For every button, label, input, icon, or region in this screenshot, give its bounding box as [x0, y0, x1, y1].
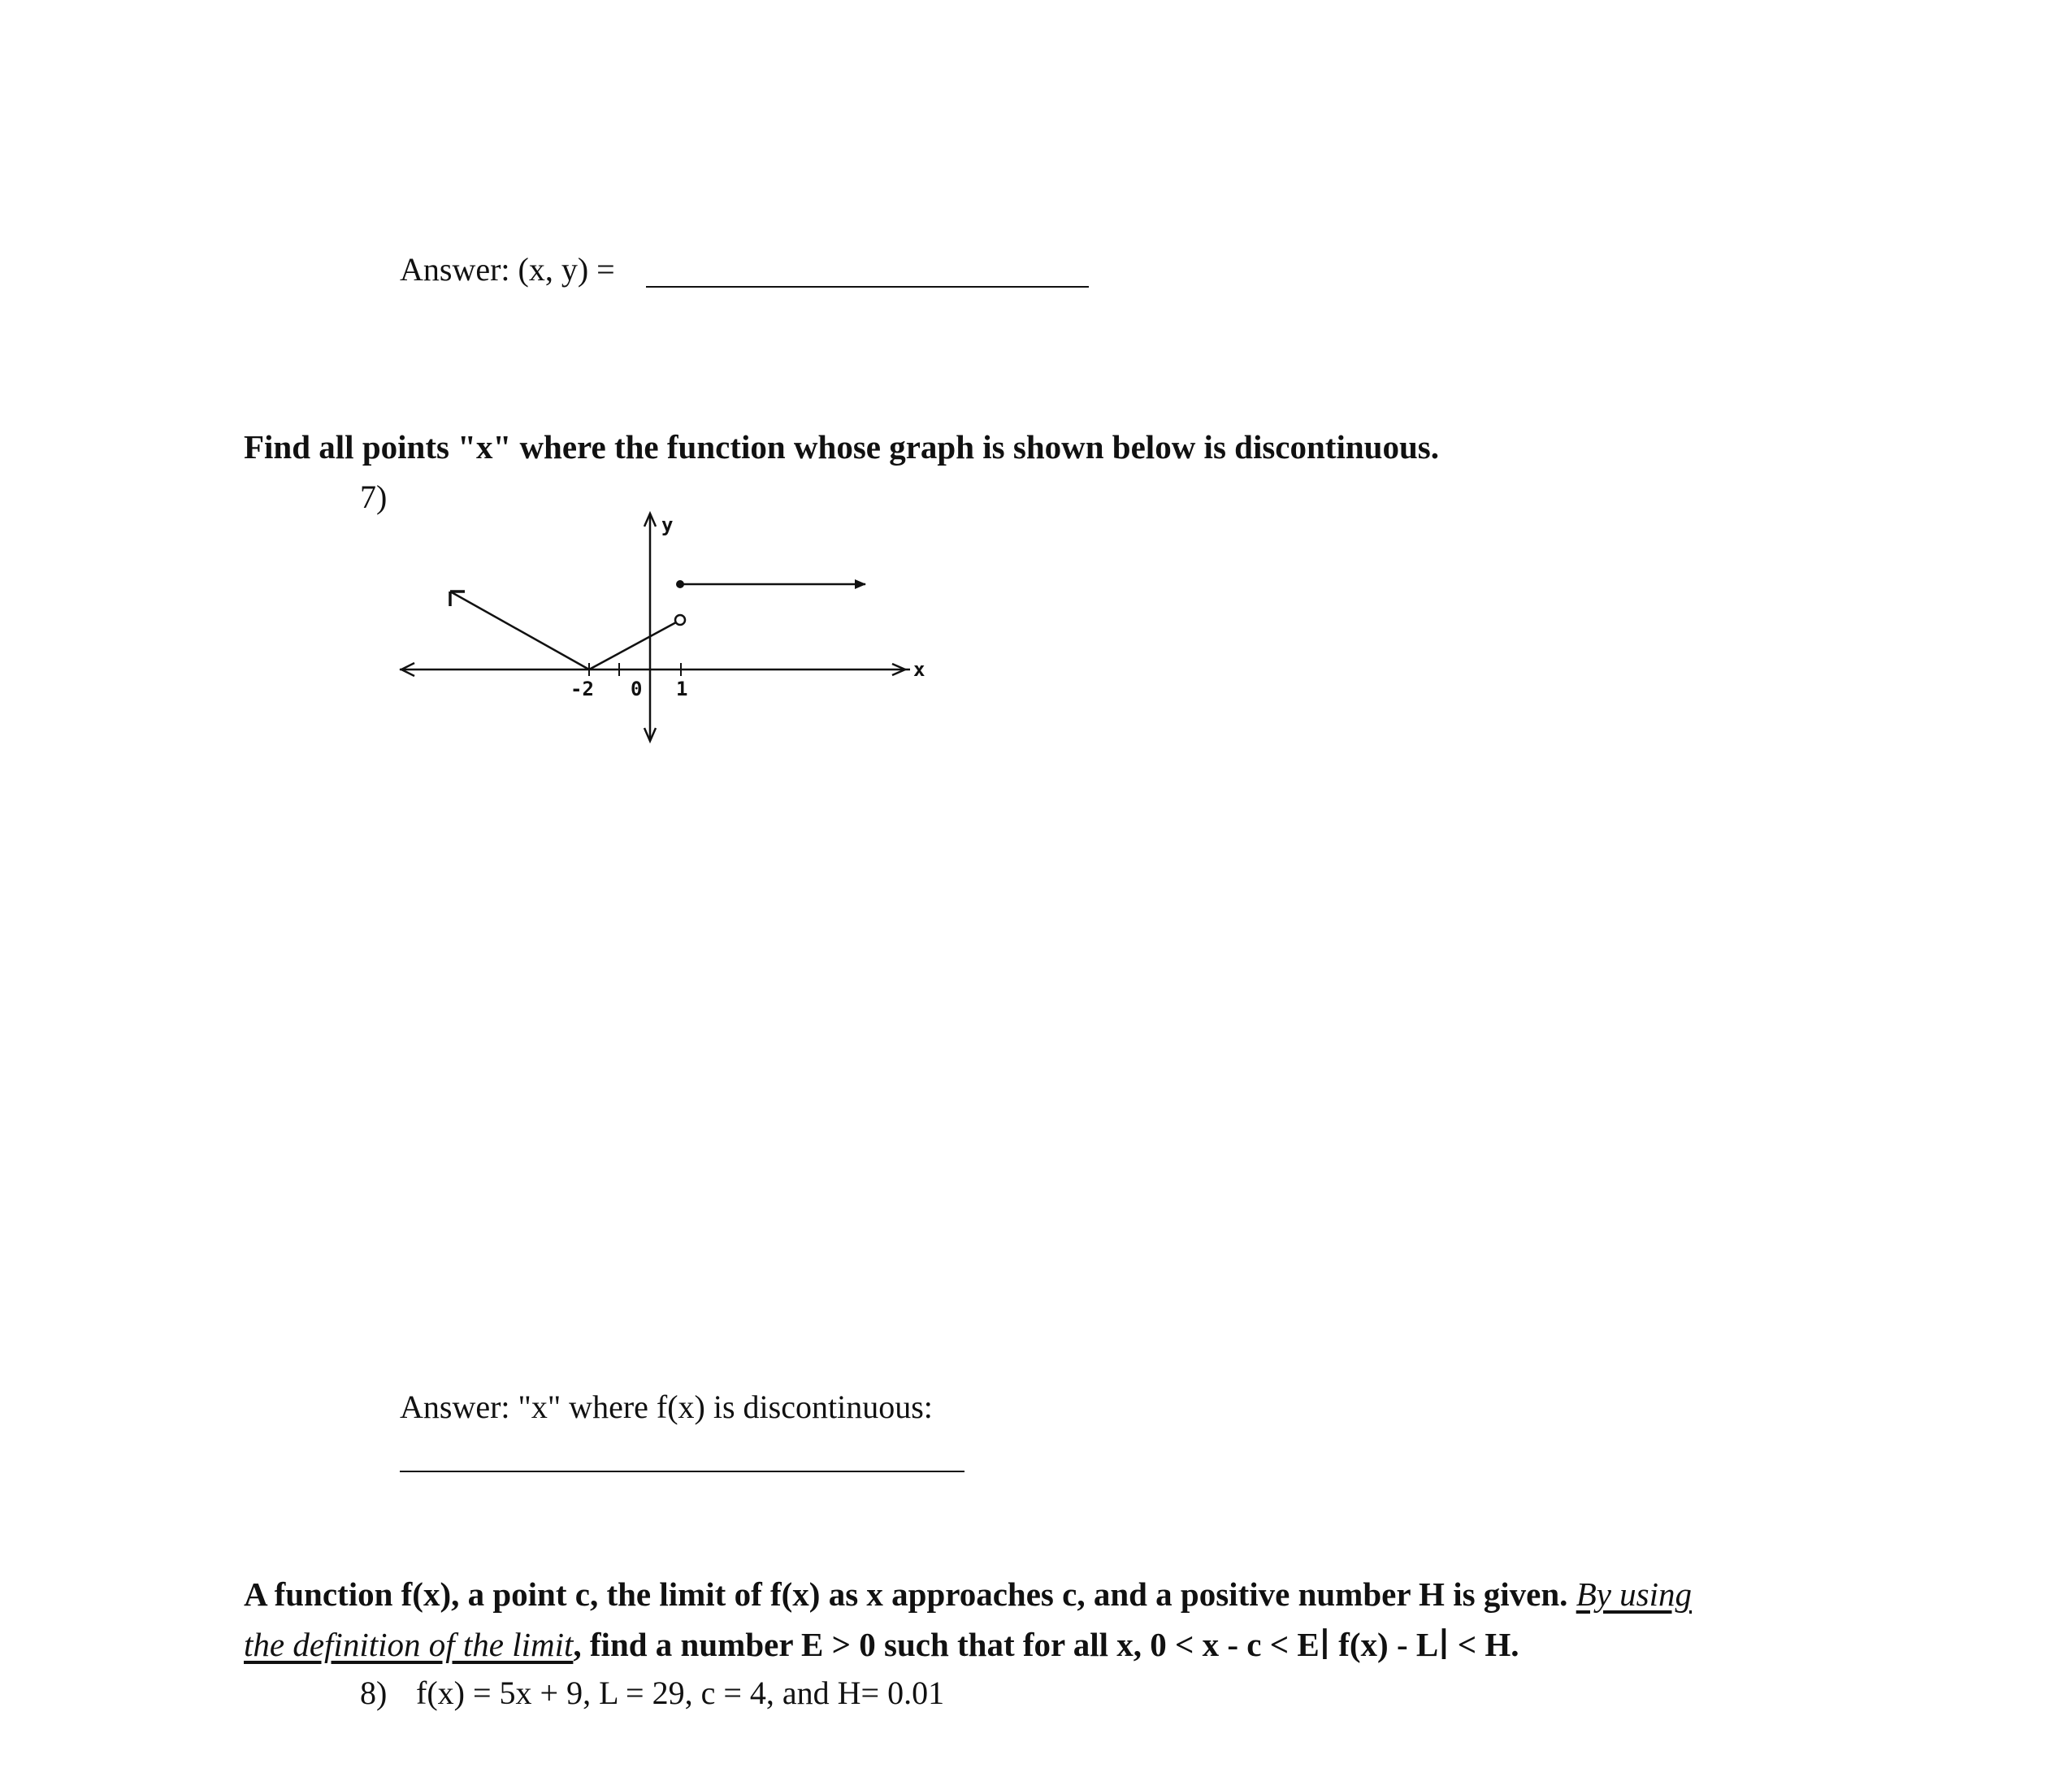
abs-bar-left: ∣ [1319, 1626, 1330, 1663]
limit-instruction-text-1: A function f(x), a point c, the limit of f(x) as x approaches c, and a positive number [244, 1575, 1420, 1613]
epsilon-symbol: H [1419, 1575, 1445, 1613]
definition-link-part2[interactable]: the definition of the limit [244, 1626, 574, 1663]
q7-number: 7) [360, 479, 388, 515]
graph-top-ray-arrowhead [855, 579, 866, 589]
limit-instruction-text-2: is given. [1444, 1575, 1576, 1613]
y-axis-label: y [661, 514, 674, 536]
limit-instruction-text-5: f(x) - L [1330, 1626, 1439, 1663]
q7-answer-prompt: Answer: "x" where f(x) is discontinuous: [400, 1389, 933, 1425]
limit-instruction-text-4: > 0 such that for all x, 0 < x - c < [823, 1626, 1298, 1663]
graph-open-circle [675, 615, 685, 625]
limit-instruction-text-3: , find a number [573, 1626, 802, 1663]
q7-function-graph [390, 504, 943, 756]
definition-link-part1[interactable]: By using [1576, 1575, 1693, 1613]
q6-answer-prompt: Answer: (x, y) = [400, 251, 615, 288]
tick-label-0: 0 [631, 678, 643, 700]
abs-bar-right: ∣ [1438, 1626, 1450, 1663]
limit-instruction-line2 [244, 1625, 1519, 1664]
q8-text-b: = 0.01 [860, 1675, 945, 1711]
epsilon-symbol-2: H [1485, 1626, 1511, 1663]
q6-answer-blank[interactable] [646, 286, 1089, 288]
q7-answer-blank[interactable] [400, 1471, 964, 1472]
continuity-instruction: Find all points "x" where the function whose graph is shown below is discontinuous. [244, 428, 1439, 466]
graph-middle-segment [589, 622, 676, 670]
limit-instruction-text-6: < [1449, 1626, 1485, 1663]
delta-symbol-2: E [1297, 1626, 1320, 1663]
q8-text-a: f(x) = 5x + 9, L = 29, c = 4, and [416, 1675, 838, 1711]
tick-label-minus-2: -2 [570, 678, 594, 700]
q8-epsilon: H [837, 1675, 861, 1711]
tick-label-1: 1 [676, 678, 688, 700]
q8-problem [416, 1674, 944, 1712]
x-axis-label: x [913, 658, 925, 681]
q8-number: 8) [360, 1675, 388, 1711]
delta-symbol: E [801, 1626, 824, 1663]
limit-instruction-text-7: . [1511, 1626, 1519, 1663]
limit-instruction-line1 [244, 1575, 1692, 1614]
graph-left-ray [450, 592, 589, 670]
